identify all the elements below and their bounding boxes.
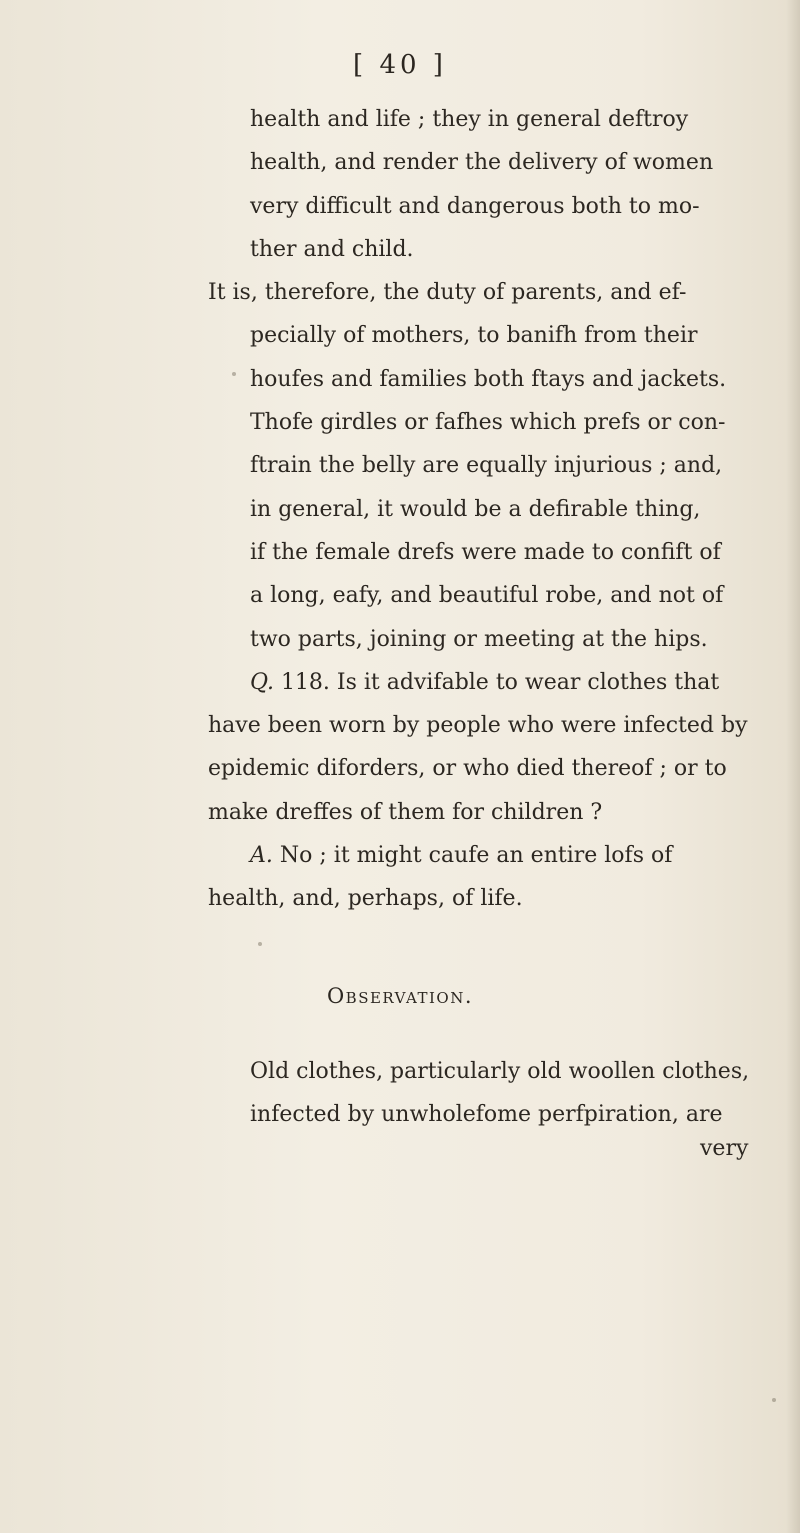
question-line: [250, 661, 720, 704]
answer-continuation: health, and, perhaps, of life.: [208, 886, 523, 912]
observation-text-block: [250, 1050, 750, 1137]
text-line: in general, it would be a defirable thing,: [250, 496, 701, 522]
question-text: Is it advifable to wear clothes that: [336, 669, 720, 695]
text-line: if the female drefs were made to confift of: [250, 539, 721, 565]
question-marker: Q.: [250, 669, 274, 695]
text-line: pecially of mothers, to banifh from their: [250, 323, 698, 349]
text-line: It is, therefore, the duty of parents, and ef-: [208, 280, 687, 306]
text-line: a long, eafy, and beautiful robe, and not of: [250, 583, 724, 609]
text-line: health and life ; they in general deftroy: [250, 107, 689, 132]
observation-line: Old clothes, particularly old woollen clothes,: [250, 1059, 750, 1084]
page-number-header: [ 40 ]: [353, 50, 447, 80]
text-line: health, and render the delivery of women: [250, 150, 714, 176]
question-continuation: epidemic diforders, or who died thereof ; or to: [208, 756, 727, 782]
text-line: very difficult and dangerous both to mo-: [250, 193, 700, 219]
paper-speck: [258, 942, 262, 946]
text-line: ther and child.: [250, 236, 414, 262]
question-continuation: have been worn by people who were infected by: [208, 713, 748, 739]
observation-heading: Observation.: [326, 984, 474, 1008]
paper-speck: [772, 1398, 776, 1402]
question-continuation: make dreffes of them for children ?: [208, 799, 603, 825]
text-line: Thofe girdles or fafhes which prefs or con-: [250, 410, 726, 436]
answer-text: No ; it might caufe an entire lofs of: [279, 843, 673, 869]
paper-speck: [232, 372, 236, 376]
text-line: two parts, joining or meeting at the hips.: [250, 626, 708, 652]
text-line: houfes and families both ftays and jackets.: [250, 366, 727, 392]
observation-line: infected by unwholefome perfpiration, are: [250, 1102, 723, 1128]
catchword: very: [700, 1136, 749, 1161]
text-line: ftrain the belly are equally injurious ; and,: [250, 453, 723, 479]
answer-marker: A.: [250, 843, 273, 869]
main-text-block: [208, 98, 748, 921]
answer-line: [250, 834, 720, 877]
question-number: 118.: [280, 669, 330, 695]
page-edge-shadow: [786, 0, 800, 1533]
